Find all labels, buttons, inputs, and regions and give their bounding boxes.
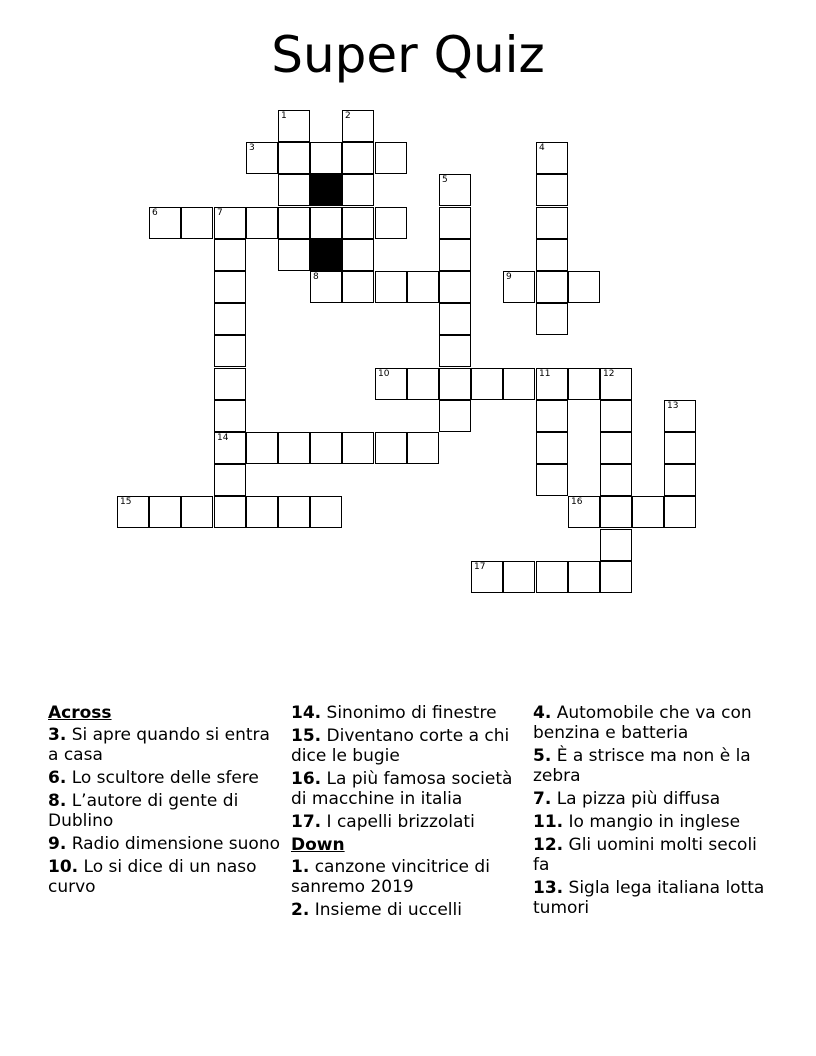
clue-item bbox=[291, 900, 523, 920]
crossword-cell[interactable] bbox=[375, 432, 407, 464]
crossword-cell[interactable] bbox=[439, 303, 471, 335]
clue-item bbox=[291, 857, 523, 897]
crossword-cell[interactable] bbox=[568, 496, 600, 528]
crossword-block-cell bbox=[310, 239, 342, 271]
clue-number: 8 bbox=[313, 272, 319, 282]
clue-number-label: 5. bbox=[533, 746, 552, 766]
crossword-cell[interactable] bbox=[664, 496, 696, 528]
clue-text: canzone vincitrice di sanremo 2019 bbox=[291, 857, 490, 897]
clue-text: Gli uomini molti secoli fa bbox=[533, 835, 757, 875]
crossword-cell[interactable] bbox=[214, 335, 246, 367]
clue-number-label: 10. bbox=[48, 857, 79, 877]
clue-item bbox=[533, 835, 765, 875]
crossword-cell[interactable] bbox=[664, 464, 696, 496]
crossword-cell[interactable] bbox=[536, 432, 568, 464]
crossword-cell[interactable] bbox=[568, 271, 600, 303]
crossword-cell[interactable] bbox=[181, 496, 213, 528]
clue-number: 2 bbox=[345, 111, 351, 121]
clue-text: I capelli brizzolati bbox=[321, 812, 475, 832]
crossword-cell[interactable] bbox=[407, 368, 439, 400]
clue-item bbox=[291, 812, 523, 832]
clue-text: Sinonimo di finestre bbox=[321, 703, 497, 723]
crossword-cell[interactable] bbox=[149, 496, 181, 528]
crossword-cell[interactable] bbox=[278, 174, 310, 206]
clue-item bbox=[291, 726, 523, 766]
crossword-cell[interactable] bbox=[278, 110, 310, 142]
clue-text: Automobile che va con benzina e batteria bbox=[533, 703, 752, 743]
crossword-cell[interactable] bbox=[214, 207, 246, 239]
crossword-cell[interactable] bbox=[278, 142, 310, 174]
clue-number-label: 3. bbox=[48, 725, 67, 745]
down-clue-list-continued bbox=[533, 703, 765, 918]
clue-number: 9 bbox=[506, 272, 512, 282]
crossword-cell[interactable] bbox=[471, 561, 503, 593]
crossword-cell[interactable] bbox=[439, 335, 471, 367]
crossword-cell[interactable] bbox=[342, 142, 374, 174]
crossword-cell[interactable] bbox=[503, 271, 535, 303]
clue-number-label: 17. bbox=[291, 812, 322, 832]
crossword-cell[interactable] bbox=[503, 368, 535, 400]
clue-item bbox=[48, 725, 280, 765]
clue-text: Diventano corte a chi dice le bugie bbox=[291, 726, 510, 766]
clue-text: Si apre quando si entra a casa bbox=[48, 725, 270, 765]
clue-item bbox=[533, 746, 765, 786]
clue-number-label: 12. bbox=[533, 835, 564, 855]
clue-item bbox=[533, 878, 765, 918]
clue-text: Lo scultore delle sfere bbox=[66, 768, 259, 788]
clue-number-label: 1. bbox=[291, 857, 310, 877]
crossword-cell[interactable] bbox=[375, 207, 407, 239]
clue-text: La più famosa società di macchine in italia bbox=[291, 769, 513, 809]
crossword-cell[interactable] bbox=[536, 561, 568, 593]
crossword-cell[interactable] bbox=[600, 529, 632, 561]
crossword-cell[interactable] bbox=[407, 432, 439, 464]
crossword-cell[interactable] bbox=[246, 207, 278, 239]
crossword-cell[interactable] bbox=[278, 239, 310, 271]
crossword-cell[interactable] bbox=[600, 432, 632, 464]
clue-number: 3 bbox=[249, 143, 255, 153]
clue-item bbox=[48, 791, 280, 831]
clue-item bbox=[48, 857, 280, 897]
crossword-cell[interactable] bbox=[310, 207, 342, 239]
crossword-cell[interactable] bbox=[246, 496, 278, 528]
crossword-block-cell bbox=[310, 174, 342, 206]
clues-column-1 bbox=[48, 703, 280, 900]
crossword-cell[interactable] bbox=[664, 400, 696, 432]
clue-number-label: 8. bbox=[48, 791, 67, 811]
crossword-cell[interactable] bbox=[568, 368, 600, 400]
clue-item bbox=[533, 789, 765, 809]
crossword-cell[interactable] bbox=[439, 207, 471, 239]
clue-number-label: 9. bbox=[48, 834, 67, 854]
crossword-cell[interactable] bbox=[503, 561, 535, 593]
crossword-cell[interactable] bbox=[600, 561, 632, 593]
clue-number-label: 11. bbox=[533, 812, 564, 832]
clue-text: Radio dimensione suono bbox=[66, 834, 281, 854]
crossword-cell[interactable] bbox=[246, 142, 278, 174]
crossword-cell[interactable] bbox=[664, 432, 696, 464]
clue-text: Insieme di uccelli bbox=[309, 900, 462, 920]
across-clue-list-continued bbox=[291, 703, 523, 832]
crossword-cell[interactable] bbox=[439, 400, 471, 432]
crossword-cell[interactable] bbox=[536, 303, 568, 335]
down-clue-list bbox=[291, 857, 523, 920]
clue-text: È a strisce ma non è la zebra bbox=[533, 746, 751, 786]
crossword-cell[interactable] bbox=[342, 207, 374, 239]
clue-number: 7 bbox=[217, 208, 223, 218]
clue-number-label: 14. bbox=[291, 703, 322, 723]
crossword-cell[interactable] bbox=[214, 400, 246, 432]
crossword-cell[interactable] bbox=[342, 239, 374, 271]
crossword-cell[interactable] bbox=[375, 368, 407, 400]
crossword-cell[interactable] bbox=[600, 400, 632, 432]
clue-number: 13 bbox=[667, 401, 679, 411]
crossword-cell[interactable] bbox=[214, 496, 246, 528]
crossword-cell[interactable] bbox=[214, 464, 246, 496]
clue-text: Io mangio in inglese bbox=[563, 812, 741, 832]
crossword-cell[interactable] bbox=[439, 239, 471, 271]
down-heading: Down bbox=[291, 835, 345, 855]
clues-column-3 bbox=[533, 703, 765, 921]
crossword-cell[interactable] bbox=[375, 271, 407, 303]
clue-number-label: 15. bbox=[291, 726, 322, 746]
clue-item bbox=[48, 834, 280, 854]
clue-number: 17 bbox=[474, 562, 486, 572]
crossword-cell[interactable] bbox=[310, 496, 342, 528]
crossword-cell[interactable] bbox=[278, 432, 310, 464]
clue-number-label: 2. bbox=[291, 900, 310, 920]
crossword-cell[interactable] bbox=[407, 271, 439, 303]
clue-number: 4 bbox=[539, 143, 545, 153]
clue-number: 14 bbox=[217, 433, 229, 443]
crossword-cell[interactable] bbox=[246, 432, 278, 464]
crossword-cell[interactable] bbox=[342, 174, 374, 206]
crossword-cell[interactable] bbox=[310, 271, 342, 303]
crossword-cell[interactable] bbox=[439, 271, 471, 303]
crossword-cell[interactable] bbox=[278, 207, 310, 239]
crossword-cell[interactable] bbox=[342, 432, 374, 464]
crossword-cell[interactable] bbox=[536, 142, 568, 174]
crossword-cell[interactable] bbox=[536, 400, 568, 432]
crossword-cell[interactable] bbox=[310, 142, 342, 174]
crossword-cell[interactable] bbox=[600, 368, 632, 400]
clue-number: 6 bbox=[152, 208, 158, 218]
crossword-cell[interactable] bbox=[214, 271, 246, 303]
crossword-cell[interactable] bbox=[214, 239, 246, 271]
crossword-cell[interactable] bbox=[117, 496, 149, 528]
crossword-cell[interactable] bbox=[536, 239, 568, 271]
page-title: Super Quiz bbox=[271, 26, 545, 84]
clues-column-2 bbox=[291, 703, 523, 923]
clue-text: Sigla lega italiana lotta tumori bbox=[533, 878, 765, 918]
crossword-cell[interactable] bbox=[536, 174, 568, 206]
clue-number-label: 13. bbox=[533, 878, 564, 898]
clue-item bbox=[291, 703, 523, 723]
crossword-cell[interactable] bbox=[342, 110, 374, 142]
crossword-cell[interactable] bbox=[342, 271, 374, 303]
crossword-cell[interactable] bbox=[632, 496, 664, 528]
crossword-cell[interactable] bbox=[568, 561, 600, 593]
crossword-cell[interactable] bbox=[214, 432, 246, 464]
clue-item bbox=[48, 768, 280, 788]
clue-number: 5 bbox=[442, 175, 448, 185]
crossword-cell[interactable] bbox=[536, 464, 568, 496]
crossword-cell[interactable] bbox=[214, 303, 246, 335]
clue-number-label: 4. bbox=[533, 703, 552, 723]
clue-number: 1 bbox=[281, 111, 287, 121]
clue-item bbox=[291, 769, 523, 809]
crossword-cell[interactable] bbox=[600, 496, 632, 528]
clue-number-label: 16. bbox=[291, 769, 322, 789]
crossword-cell[interactable] bbox=[600, 464, 632, 496]
crossword-cell[interactable] bbox=[439, 368, 471, 400]
clue-number-label: 7. bbox=[533, 789, 552, 809]
crossword-cell[interactable] bbox=[536, 368, 568, 400]
clue-number: 10 bbox=[378, 369, 390, 379]
clue-item bbox=[533, 812, 765, 832]
clue-number: 12 bbox=[603, 369, 615, 379]
clue-number: 15 bbox=[120, 497, 132, 507]
crossword-cell[interactable] bbox=[149, 207, 181, 239]
crossword-cell[interactable] bbox=[536, 271, 568, 303]
clue-text: La pizza più diffusa bbox=[551, 789, 721, 809]
clue-text: Lo si dice di un naso curvo bbox=[48, 857, 257, 897]
clue-number-label: 6. bbox=[48, 768, 67, 788]
crossword-cell[interactable] bbox=[278, 496, 310, 528]
clue-text: L’autore di gente di Dublino bbox=[48, 791, 239, 831]
crossword-cell[interactable] bbox=[181, 207, 213, 239]
across-clue-list bbox=[48, 725, 280, 897]
crossword-cell[interactable] bbox=[471, 368, 503, 400]
clue-number: 11 bbox=[539, 369, 551, 379]
clue-item bbox=[533, 703, 765, 743]
across-heading: Across bbox=[48, 703, 112, 723]
crossword-cell[interactable] bbox=[536, 207, 568, 239]
crossword-cell[interactable] bbox=[375, 142, 407, 174]
crossword-cell[interactable] bbox=[439, 174, 471, 206]
clue-number: 16 bbox=[571, 497, 583, 507]
crossword-cell[interactable] bbox=[214, 368, 246, 400]
crossword-cell[interactable] bbox=[310, 432, 342, 464]
